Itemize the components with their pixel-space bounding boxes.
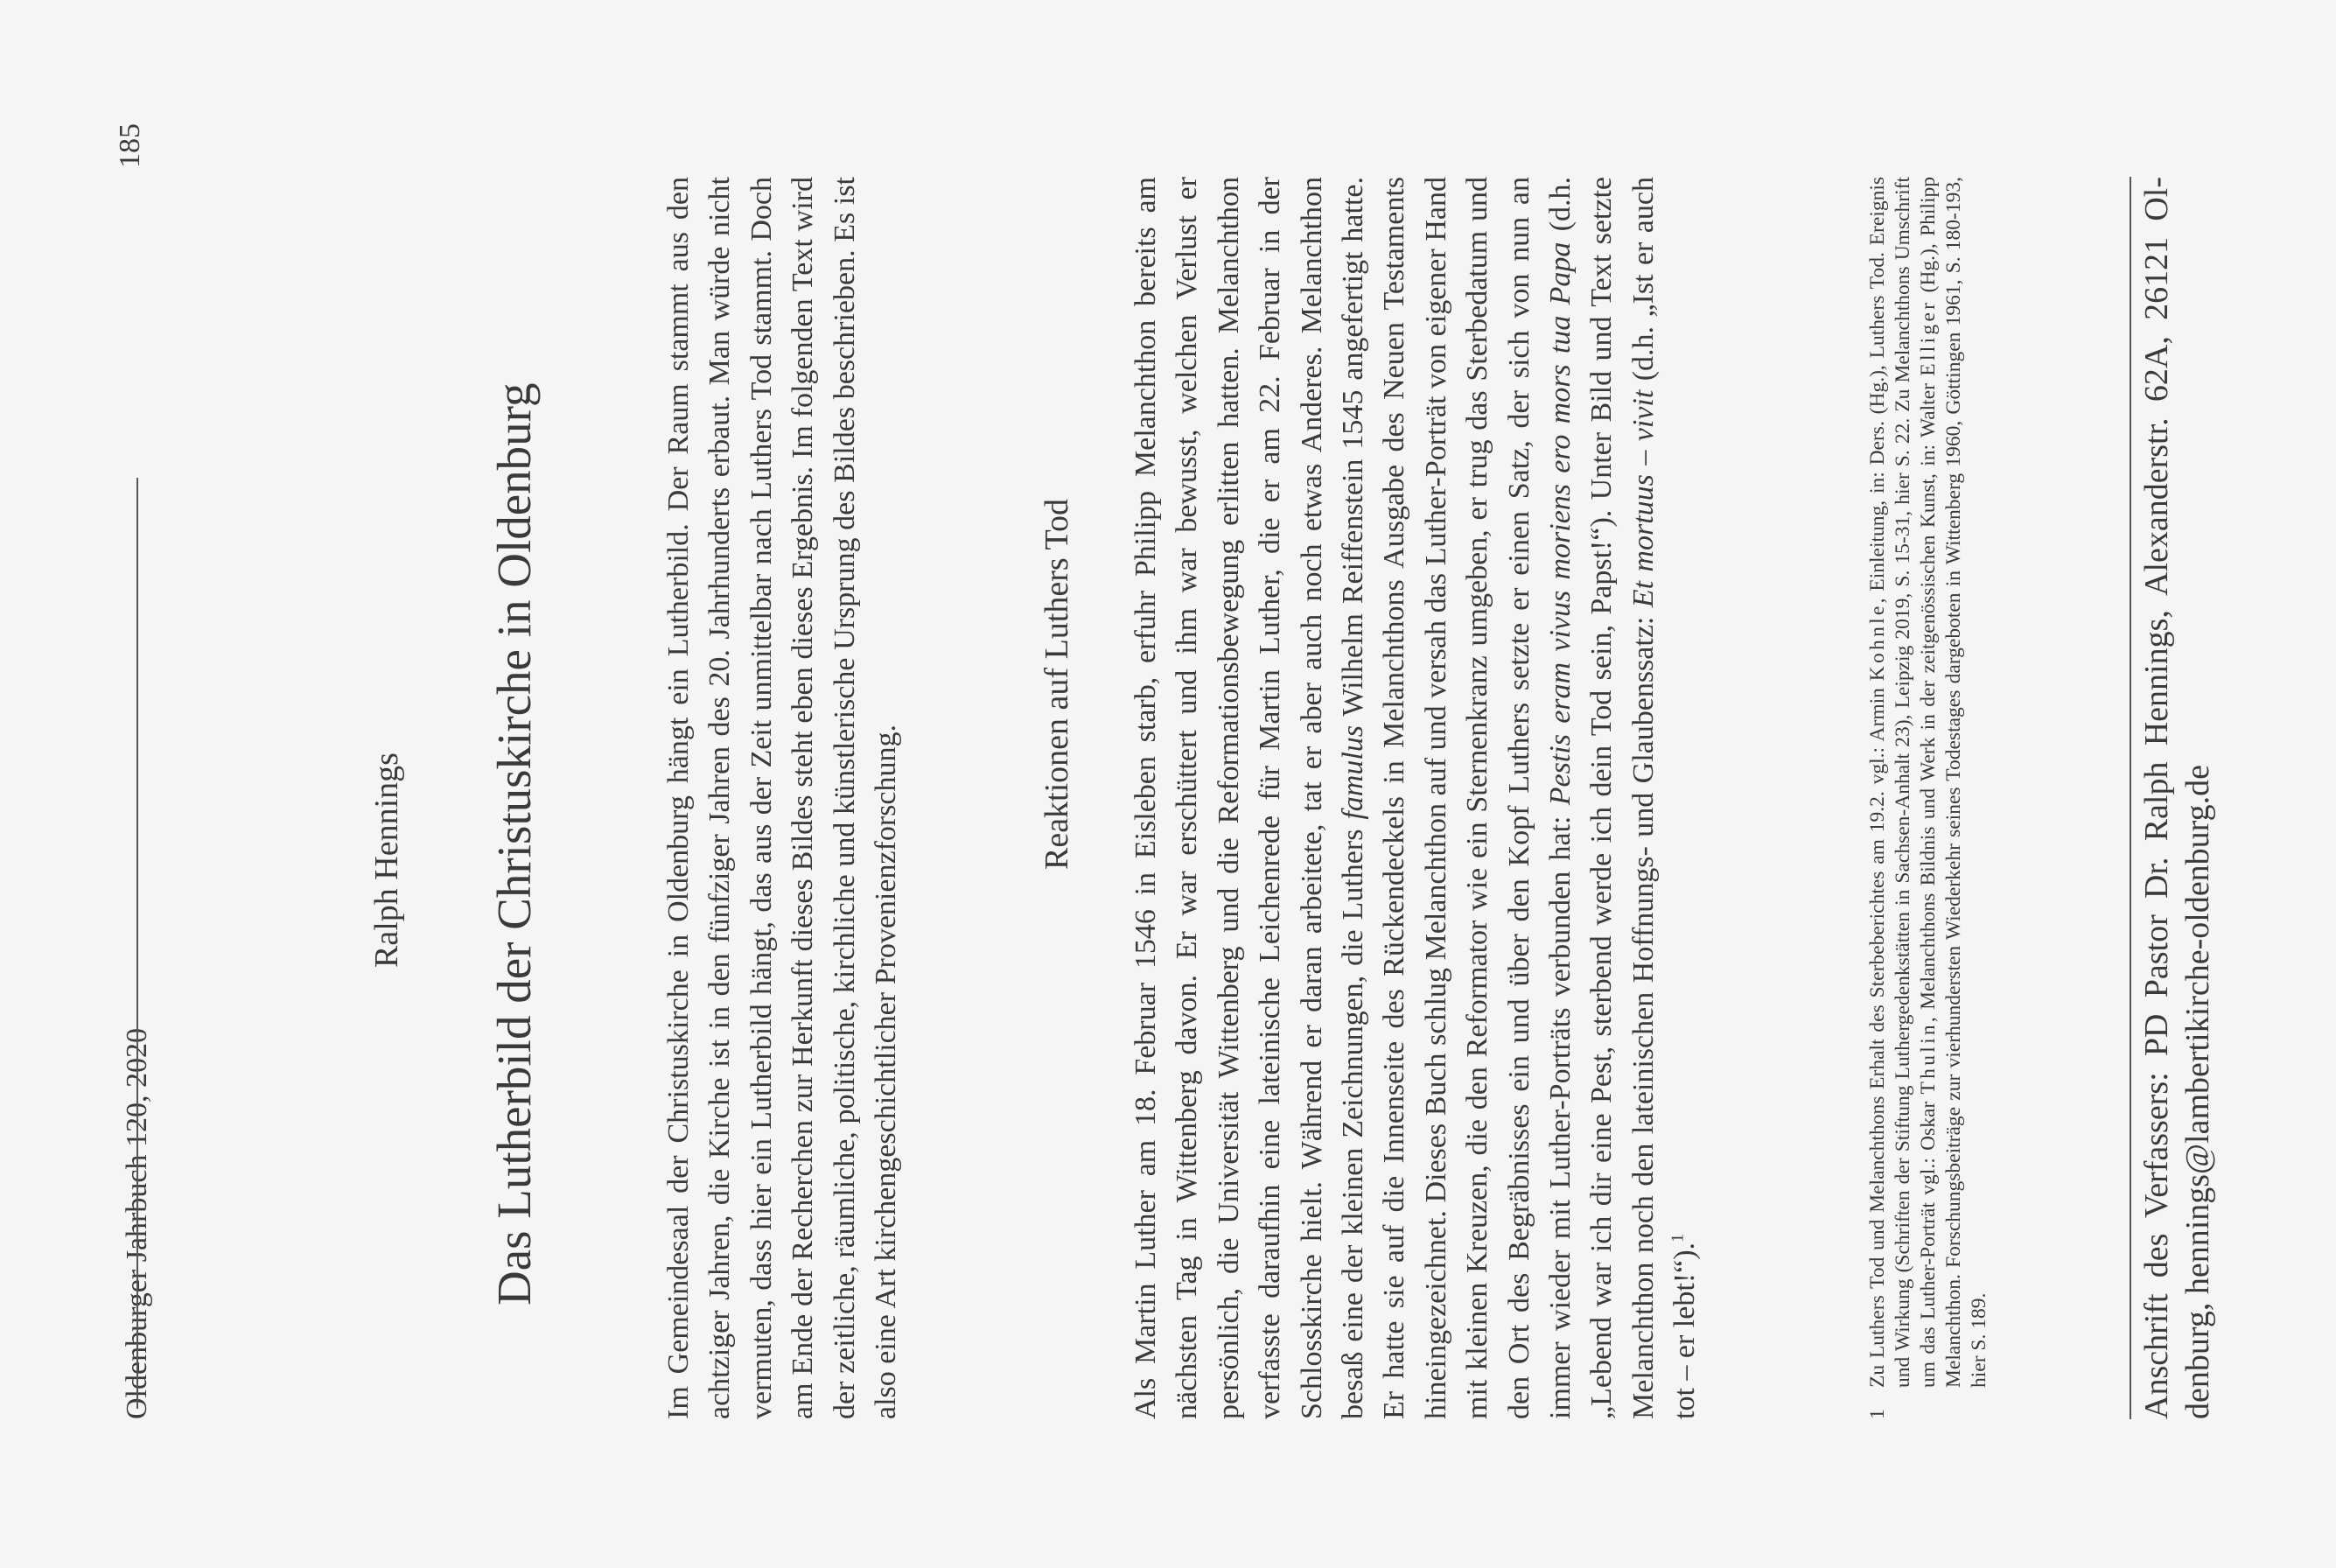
footnote-divider [2130,177,2131,1419]
author-address: Anschrift des Verfassers: PD Pastor Dr. Ralph Hennings, Alexanderstr. 62A, 26121 Oldenburg, hennings@lambertikirche-oldenburg.de [2138,177,2216,1419]
header-rule [136,478,138,1409]
page-number: 185 [114,123,146,168]
footnote-author-thulin: Thulin [1917,1022,1940,1095]
footnote-text-part: (Hg.), Philipp Melanchthon. Forschungsbeiträge zur vierhundersten Wiederkehr seines Todestages dargeboten in Wittenberg 1960, Göttingen 1961, S. 180-193, hier S. 189. [1917,177,1990,1388]
body-italic-latin-motto: Et mortuus – vivit [1626,389,1660,608]
body-italic-latin-quote: Pestis eram vivus moriens ero mors tua Papa [1544,242,1577,806]
footnote-text [1865,177,1992,1388]
body-paragraph [1125,177,1706,1419]
footnote-author-kohnle: Kohnle [1866,603,1889,682]
section-heading: Reaktionen auf Luthers Tod [1039,498,1075,871]
journal-title: Oldenburger Jahrbuch 120, 2020 [121,1028,153,1419]
footnote-text-part: Zu Luthers Tod und Melanchthons Erhalt des Sterbeberichtes am 19.2. vgl.: Armin [1866,681,1889,1388]
body-text-part: Wilhelm Reiffenstein 1545 angefertigt hatte. Er hatte sie auf die Innenseite des Rückendeckels in Melanchthons Ausgabe des Neuen Testaments hineingezeichnet. Dieses Buch schlug Melanchthon auf und versah das Luther-Porträt von eigener Hand mit kleinen Kreuzen, die den Reformator wie ein Sternenkranz umgeben, er trug das Sterbedatum und den Ort des Begräbnisses ein und über den Kopf Luthers setzte er einen Satz, der sich von nun an immer wieder mit Luther-Porträts verbunden hat: [1337,177,1577,1419]
footnote-number: 1 [1866,1409,1889,1419]
footnote-reference: 1 [1668,1233,1688,1242]
body-text-part: (d.h. „Lebend war ich dir eine Pest, sterbend werde ich dein Tod sein, Papst!“). Unter Bild und Text setzte Melanchthon noch den lateinischen Hoffnungs- und Glaubenssatz: [1544,177,1660,1419]
footnote-author-elliger: Elliger [1917,299,1940,376]
footnote-text-part: , Melanchthons Bildnis und Werk in der zeitgenössischen Kunst, in: Walter [1917,375,1940,1023]
body-italic-famulus: famulus [1337,724,1370,820]
article-title: Das Lutherbild der Christuskirche in Oldenburg [487,382,541,1306]
body-text-part: (d.h. „Ist er auch tot – er lebt!“). [1626,177,1702,1419]
body-text-part: Als Martin Luther am 18. Februar 1546 in Eisleben starb, erfuhr Philipp Melanchthon bereits am nächsten Tag in Wittenberg davon. Er war erschüttert und ihm war bewusst, welchen Verlust er persönlich, die Universität Wittenberg und die Reformationsbewegung erlitten hatten. Melanchthon verfasste daraufhin eine lateinische Leichenrede für Martin Luther, die er am 22. Februar in der Schlosskirche hielt. Während er daran arbeitete, tat er aber auch noch etwas Anderes. Melanchthon besaß eine der kleinen Zeichnungen, die Luthers [1130,177,1370,1419]
intro-paragraph: Im Gemeindesaal der Christuskirche in Oldenburg hängt ein Lutherbild. Der Raum stammt aus den achtziger Jahren, die Kirche ist in den fünfziger Jahren des 20. Jahrhunderts erbaut. Man würde nicht vermuten, dass hier ein Lutherbild hängt, das aus der Zeit unmittelbar nach Luthers Tod stammt. Doch am Ende der Recherchen zur Herkunft dieses Bildes steht eben dieses Ergebnis. Im folgenden Text wird der zeitliche, räumliche, politische, kirchliche und künstlerische Ursprung des Bildes beschrieben. Es ist also eine Art kirchengeschichtlicher Provenienzforschung. [662,177,903,1419]
footnote-text-part: , Einleitung, in: Ders. (Hg.), Luthers Tod. Ereignis und Wirkung (Schriften der Stiftung Luthergedenkstätten in Sachsen-Anhalt 23), Leipzig 2019, S. 15-31, hier S. 22. Zu Melanchthons Umschrift um das Luther-Porträt vgl.: Oskar [1866,177,1940,1388]
footnote [1865,177,1992,1419]
author-name: Ralph Hennings [368,752,405,968]
